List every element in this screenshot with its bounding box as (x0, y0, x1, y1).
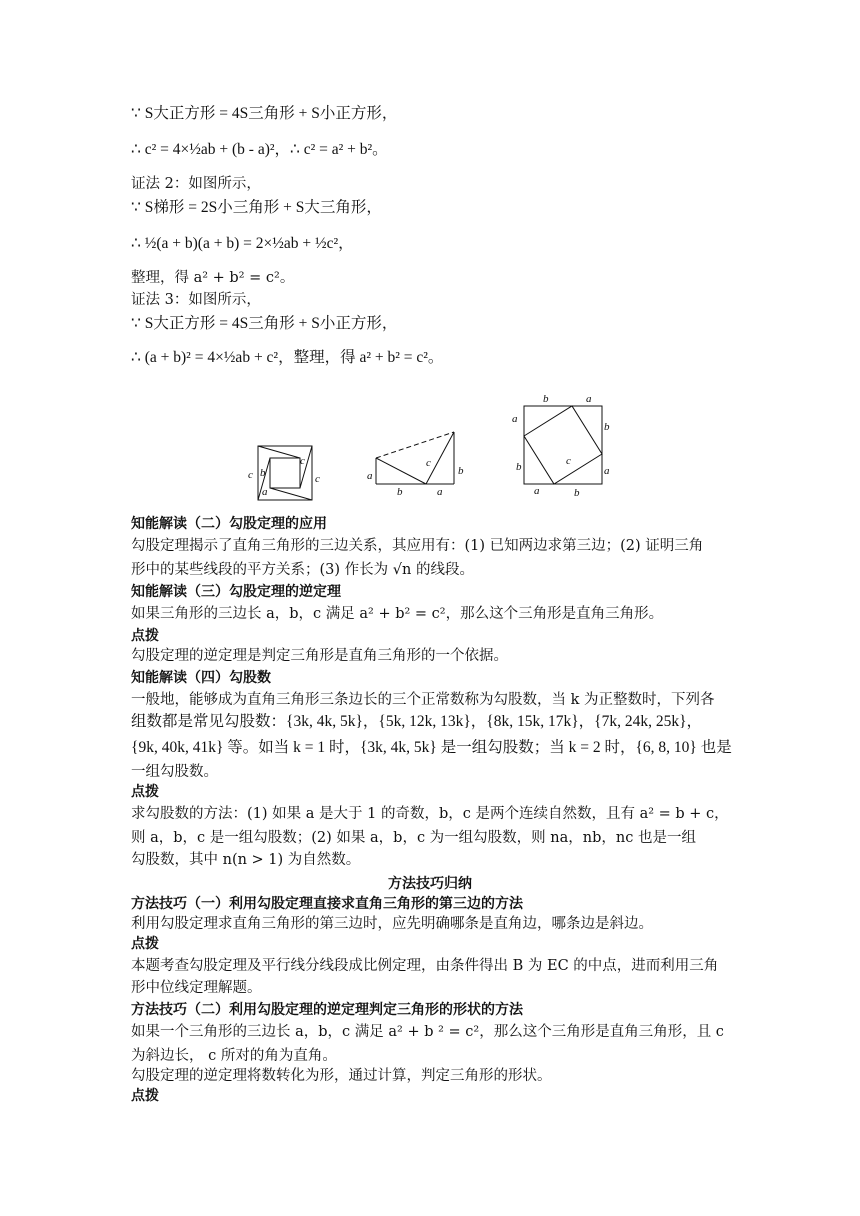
label-b: b (458, 465, 464, 477)
figure-3-square (512, 393, 610, 499)
paragraph-line: 组数都是常见勾股数：{3k, 4k, 5k}，{5k, 12k, 13k}，{8k, 15k, 17k}，{7k, 24k, 25k}， (131, 713, 703, 730)
tip-heading: 点拨 (131, 936, 159, 952)
section-title: 方法技巧归纳 (388, 876, 472, 892)
label-a: a (367, 470, 373, 482)
paragraph-line: 本题考查勾股定理及平行线分线段成比例定理，由条件得出 B 为 EC 的中点，进而利用三角 (131, 958, 719, 974)
formula-line: ∵ S大正方形 = 4S三角形 + S小正方形， (131, 105, 398, 122)
label-a: a (437, 486, 443, 498)
formula-line: ∴ c² = 4×½ab + (b - a)²，∴ c² = a² + b²。 (131, 141, 388, 158)
label-a: a (604, 465, 610, 477)
label-a: a (586, 393, 592, 405)
section-heading: 方法技巧（二）利用勾股定理的逆定理判定三角形的形状的方法 (131, 1002, 523, 1018)
paragraph-line: 如果一个三角形的三边长 a，b，c 满足 a² + b ² = c²，那么这个三角形是直角三角形，且 c (131, 1024, 724, 1040)
tip-heading: 点拨 (131, 628, 159, 644)
label-b: b (604, 421, 610, 433)
paragraph-line: 勾股定理的逆定理将数转化为形，通过计算，判定三角形的形状。 (131, 1068, 552, 1084)
formula-line: ∵ S大正方形 = 4S三角形 + S小正方形， (131, 315, 398, 332)
paragraph-line: 一组勾股数。 (131, 764, 218, 780)
formula-line: ∴ (a + b)² = 4×½ab + c²，整理，得 a² + b² = c²。 (131, 349, 444, 366)
paragraph-line: 形中位线定理解题。 (131, 980, 262, 996)
label-b: b (260, 467, 266, 479)
paragraph-line: 则 a，b，c 是一组勾股数；(2) 如果 a，b，c 为一组勾股数，则 na，nb，nc 也是一组 (131, 830, 696, 846)
label-c: c (315, 473, 320, 485)
formula-line: ∴ ½(a + b)(a + b) = 2×½ab + ½c²， (131, 235, 354, 252)
label-a: a (534, 485, 540, 497)
label-c: c (300, 455, 305, 467)
tip-heading: 点拨 (131, 1088, 159, 1104)
label-a: a (512, 413, 518, 425)
paragraph-line: {9k, 40k, 41k} 等。如当 k = 1 时，{3k, 4k, 5k} 是一组勾股数；当 k = 2 时，{6, 8, 10} 也是 (131, 739, 732, 756)
paragraph-line: 形中的某些线段的平方关系；(3) 作长为 √n 的线段。 (131, 562, 474, 578)
paragraph-line: 一般地，能够成为直角三角形三条边长的三个正常数称为勾股数，当 k 为正整数时，下列各 (131, 692, 715, 708)
label-c: c (426, 457, 431, 469)
proof-figures (240, 388, 640, 502)
tip-heading: 点拨 (131, 784, 159, 800)
label-c: c (566, 455, 571, 467)
label-b: b (574, 487, 580, 499)
paragraph-line: 勾股定理揭示了直角三角形的三边关系，其应用有：(1) 已知两边求第三边；(2) 证明三角 (131, 538, 704, 554)
section-heading: 知能解读（二）勾股定理的应用 (131, 516, 327, 532)
figure-1-square (248, 446, 320, 500)
paragraph-line: 勾股定理的逆定理是判定三角形是直角三角形的一个依据。 (131, 648, 508, 664)
label-c: c (248, 469, 253, 481)
formula-line: 整理，得 a² + b² = c²。 (131, 270, 295, 286)
proof-heading: 证法 2：如图所示， (131, 176, 261, 192)
paragraph-line: 利用勾股定理求直角三角形的第三边时，应先明确哪条是直角边，哪条边是斜边。 (131, 916, 653, 932)
paragraph-line: 求勾股数的方法：(1) 如果 a 是大于 1 的奇数，b，c 是两个连续自然数，且有 a² = b + c， (131, 806, 729, 822)
label-b: b (543, 393, 549, 405)
section-heading: 方法技巧（一）利用勾股定理直接求直角三角形的第三边的方法 (131, 896, 523, 912)
paragraph-line: 为斜边长， c 所对的角为直角。 (131, 1048, 337, 1064)
paragraph-line: 勾股数，其中 n(n > 1) 为自然数。 (131, 852, 361, 868)
paragraph-line: 如果三角形的三边长 a，b，c 满足 a² + b² = c²，那么这个三角形是直角三角形。 (131, 606, 664, 622)
formula-line: ∵ S梯形 = 2S小三角形 + S大三角形， (131, 199, 382, 216)
section-heading: 知能解读（四）勾股数 (131, 670, 271, 686)
section-heading: 知能解读（三）勾股定理的逆定理 (131, 584, 341, 600)
label-a: a (262, 486, 268, 498)
label-b: b (397, 486, 403, 498)
proof-heading: 证法 3：如图所示， (131, 292, 261, 308)
figure-2-trapezoid (367, 432, 464, 498)
label-b: b (516, 461, 522, 473)
